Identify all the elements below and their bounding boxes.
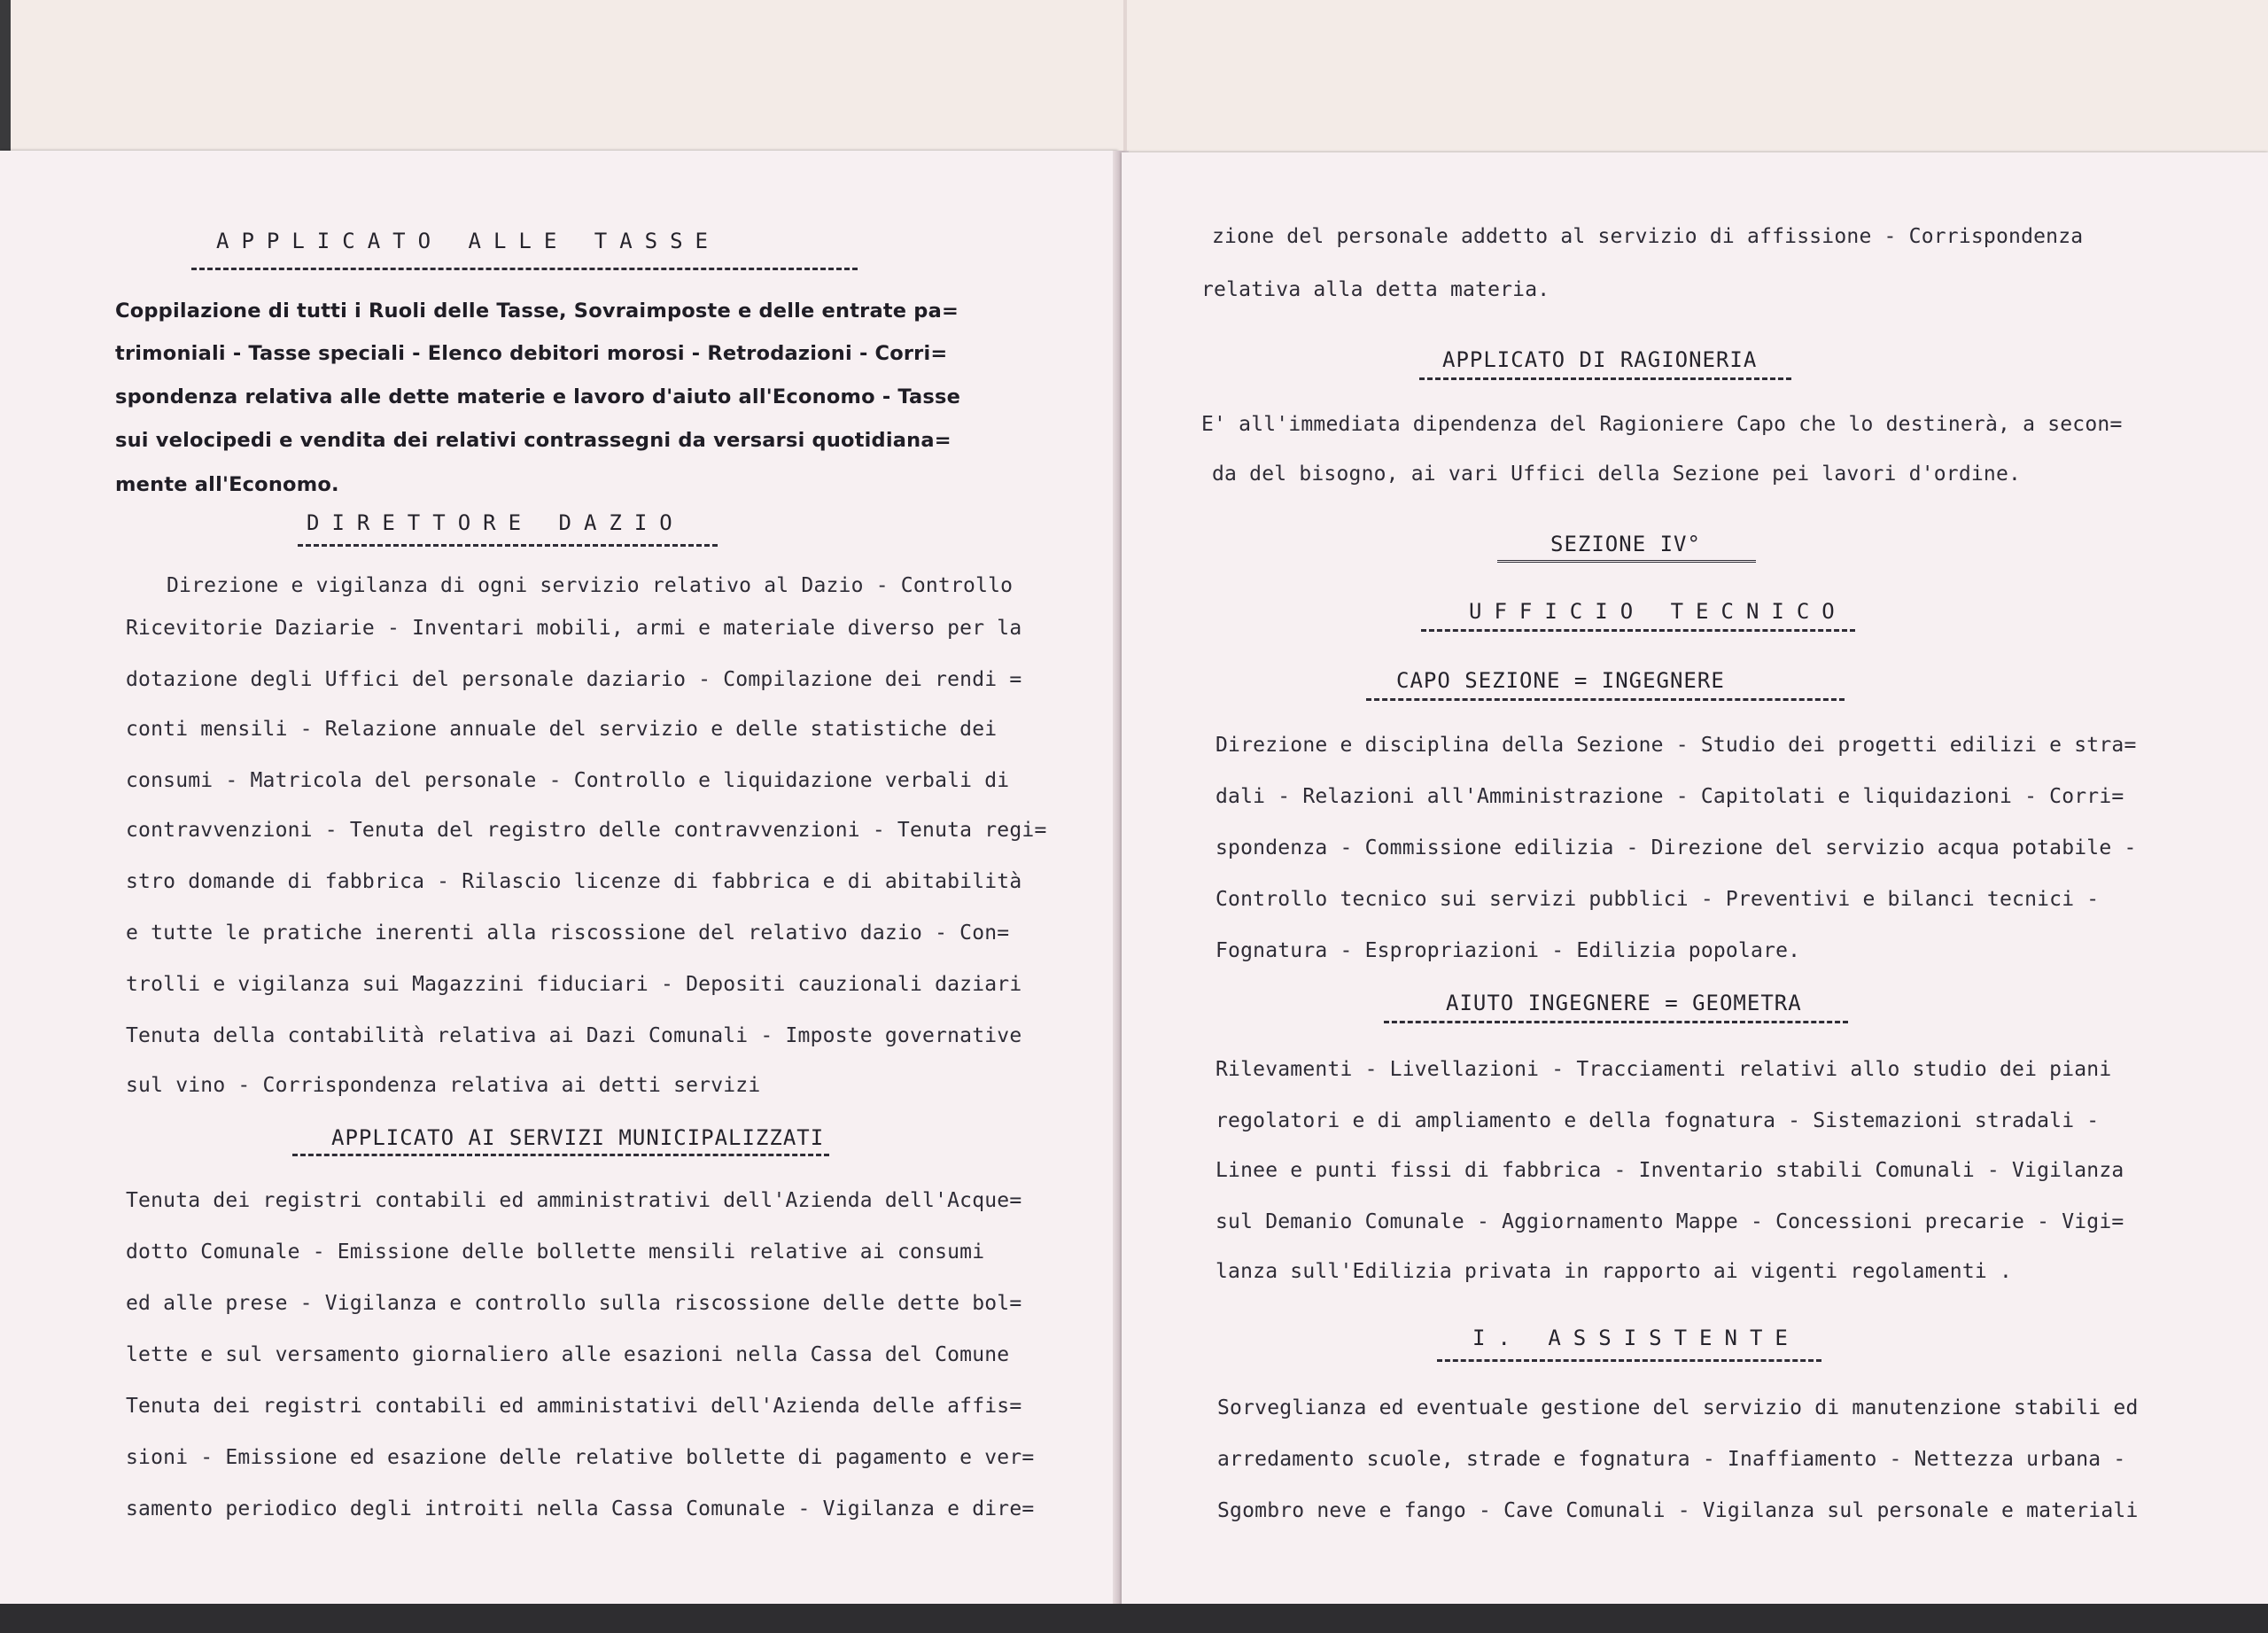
text-line: Direzione e vigilanza di ogni servizio relativo al Dazio - Controllo (167, 574, 1014, 597)
heading-aiuto-ingegnere: AIUTO INGEGNERE = GEOMETRA (1446, 991, 1802, 1015)
text-line: Rilevamenti - Livellazioni - Tracciamenti relativi allo studio dei piani (1216, 1058, 2112, 1081)
text-line: consumi - Matricola del personale - Controllo e liquidazione verbali di (126, 769, 1010, 792)
text-line: regolatori e di ampliamento e della fognatura - Sistemazioni stradali - (1216, 1109, 2100, 1132)
text-line: sui velocipedi e vendita dei relativi contrassegni da versarsi quotidiana= (115, 429, 951, 452)
text-line: dali - Relazioni all'Amministrazione - Capitolati e liquidazioni - Corri= (1216, 785, 2124, 808)
heading-underline (1419, 377, 1791, 380)
heading-sezione-iv: SEZIONE IV° (1550, 532, 1701, 556)
heading-applicato-alle-tasse: APPLICATO ALLE TASSE (216, 229, 720, 253)
text-line: spondenza relativa alle dette materie e lavoro d'aiuto all'Economo - Tasse (115, 385, 961, 408)
text-line: sul vino - Corrispondenza relativa ai detti servizi (126, 1074, 761, 1097)
heading-underline (1384, 1021, 1848, 1023)
text-line: E' all'immediata dipendenza del Ragioniere Capo che lo destinerà, a secon= (1201, 413, 2123, 436)
text-line: Linee e punti fissi di fabbrica - Inventario stabili Comunali - Vigilanza (1216, 1159, 2124, 1182)
heading-underline (1437, 1359, 1821, 1362)
text-line: Fognatura - Espropriazioni - Edilizia popolare. (1216, 939, 1801, 962)
heading-direttore-dazio: DIRETTORE DAZIO (307, 510, 685, 535)
text-line: arredamento scuole, strade e fognatura - Inaffiamento - Nettezza urbana - (1217, 1448, 2126, 1471)
text-line: zione del personale addetto al servizio di affissione - Corrispondenza (1212, 225, 2084, 248)
text-line: Tenuta della contabilità relativa ai Dazi Comunali - Imposte governative (126, 1024, 1022, 1047)
text-line: mente all'Economo. (115, 473, 339, 496)
text-line: conti mensili - Relazione annuale del servizio e delle statistiche dei (126, 718, 998, 741)
heading-assistente: I. ASSISTENTE (1472, 1326, 1800, 1350)
text-line: da del bisogno, ai vari Uffici della Sezione pei lavori d'ordine. (1212, 463, 2022, 486)
text-line: stro domande di fabbrica - Rilascio licenze di fabbrica e di abitabilità (126, 870, 1022, 893)
text-line: Coppilazione di tutti i Ruoli delle Tasse, Sovraimposte e delle entrate pa= (115, 299, 959, 323)
heading-applicato-ragioneria: APPLICATO DI RAGIONERIA (1442, 347, 1758, 372)
text-line: samento periodico degli introiti nella Cassa Comunale - Vigilanza e dire= (126, 1497, 1035, 1520)
heading-underline (298, 544, 718, 547)
right-page (1122, 152, 2268, 1606)
text-line: Tenuta dei registri contabili ed amministrativi dell'Azienda dell'Acque= (126, 1189, 1022, 1212)
text-line: contravvenzioni - Tenuta del registro delle contravvenzioni - Tenuta regi= (126, 819, 1047, 842)
back-sheet-fold (1123, 0, 1127, 159)
text-line: dotazione degli Uffici del personale daziario - Compilazione dei rendi = (126, 668, 1022, 691)
text-line: relativa alla detta materia. (1201, 278, 1550, 301)
text-line: sul Demanio Comunale - Aggiornamento Mappe - Concessioni precarie - Vigi= (1216, 1210, 2124, 1233)
heading-underline (191, 268, 858, 270)
text-line: lette e sul versamento giornaliero alle esazioni nella Cassa del Comune (126, 1343, 1010, 1366)
text-line: trolli e vigilanza sui Magazzini fiduciari - Depositi cauzionali daziari (126, 973, 1022, 996)
text-line: Sgombro neve e fango - Cave Comunali - Vigilanza sul personale e materiali (1217, 1499, 2139, 1522)
text-line: Direzione e disciplina della Sezione - Studio dei progetti edilizi e stra= (1216, 734, 2137, 757)
text-line: Tenuta dei registri contabili ed amministativi dell'Azienda delle affis= (126, 1395, 1022, 1418)
text-line: Sorveglianza ed eventuale gestione del servizio di manutenzione stabili ed (1217, 1396, 2139, 1419)
text-line: spondenza - Commissione edilizia - Direzione del servizio acqua potabile - (1216, 836, 2137, 859)
heading-servizi-municipalizzati: APPLICATO AI SERVIZI MUNICIPALIZZATI (331, 1125, 825, 1150)
text-line: Controllo tecnico sui servizi pubblici - Preventivi e bilanci tecnici - (1216, 888, 2100, 911)
left-page (0, 151, 1118, 1604)
text-line: Ricevitorie Daziarie - Inventari mobili, armi e materiale diverso per la (126, 617, 1022, 640)
heading-underline (1421, 629, 1855, 632)
bottom-background (0, 1604, 2268, 1633)
heading-underline (292, 1154, 829, 1156)
text-line: sioni - Emissione ed esazione delle relative bollette di pagamento e ver= (126, 1446, 1035, 1469)
text-line: dotto Comunale - Emissione delle bollette mensili relative ai consumi (126, 1240, 985, 1264)
heading-capo-sezione: CAPO SEZIONE = INGEGNERE (1396, 668, 1725, 693)
text-line: ed alle prese - Vigilanza e controllo sulla riscossione delle dette bol= (126, 1292, 1022, 1315)
heading-ufficio-tecnico: UFFICIO TECNICO (1469, 599, 1847, 624)
text-line: lanza sull'Edilizia privata in rapporto ai vigenti regolamenti . (1216, 1260, 2013, 1283)
text-line: trimoniali - Tasse speciali - Elenco debitori morosi - Retrodazioni - Corri= (115, 342, 948, 365)
heading-underline (1366, 698, 1845, 701)
back-sheet (11, 0, 2268, 155)
heading-underline (1497, 560, 1756, 564)
text-line: e tutte le pratiche inerenti alla riscossione del relativo dazio - Con= (126, 921, 1010, 945)
